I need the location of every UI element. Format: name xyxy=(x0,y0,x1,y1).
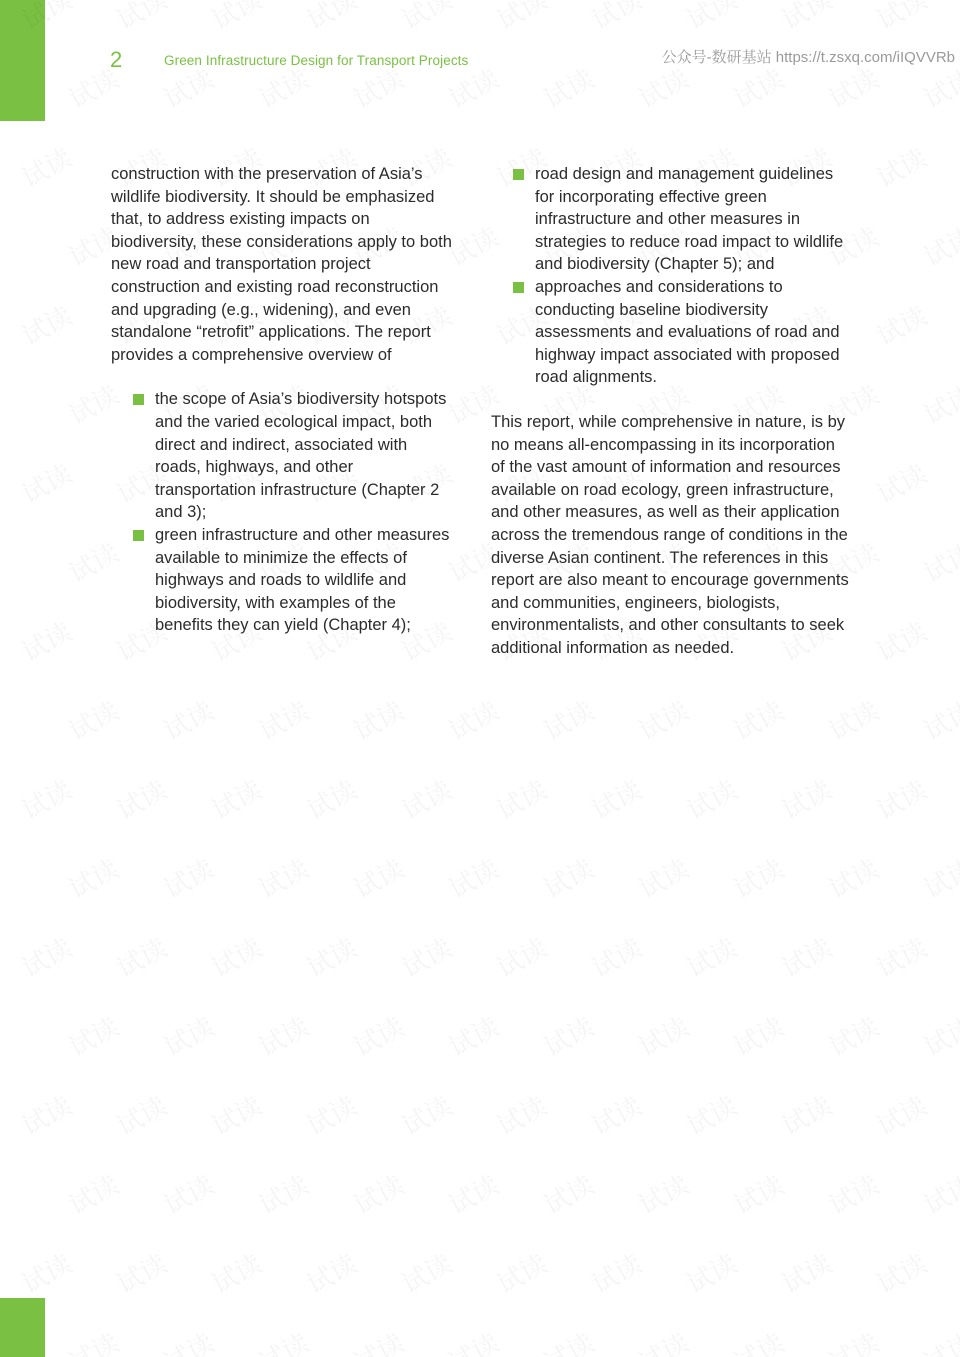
watermark-text xyxy=(251,1165,314,1222)
watermark-text xyxy=(774,1244,837,1301)
watermark-text xyxy=(726,849,789,906)
watermark-text xyxy=(726,59,789,116)
list-item xyxy=(535,276,853,389)
watermark-text xyxy=(726,1323,789,1357)
bullet-square-icon xyxy=(513,169,524,180)
watermark-text xyxy=(14,454,77,511)
watermark-text xyxy=(394,1244,457,1301)
watermark-text xyxy=(821,1007,884,1064)
list-item-text: green infrastructure and other measures available to minimize the effects of highways and roads to wildlife and biodiversity, with examples of the benefits they can yield (Chapter 4); xyxy=(155,525,450,635)
watermark-text xyxy=(394,1086,457,1143)
watermark-text xyxy=(299,0,362,37)
watermark-text xyxy=(774,1086,837,1143)
watermark-text xyxy=(679,770,742,827)
watermark-text xyxy=(536,849,599,906)
watermark-text xyxy=(821,849,884,906)
watermark-text xyxy=(346,849,409,906)
watermark-text xyxy=(109,1086,172,1143)
watermark-text xyxy=(156,1323,219,1357)
watermark-text xyxy=(14,296,77,353)
left-column xyxy=(111,163,456,637)
bullet-square-icon xyxy=(133,394,144,405)
watermark-text xyxy=(726,1165,789,1222)
intro-paragraph: construction with the preservation of Asia’s wildlife biodiversity. It should be emphasized that, to address existing impacts on biodiversity, these considerations apply to both new road and transportation project construction and existing road reconstruction and upgrading (e.g., widening), and even standalone “retrofit” applications. The report provides a comprehensive overview of xyxy=(111,165,452,364)
watermark-text xyxy=(584,0,647,37)
watermark-text xyxy=(109,928,172,985)
watermark-text xyxy=(61,1323,124,1357)
watermark-text xyxy=(489,0,552,37)
watermark-text xyxy=(679,0,742,37)
list-item xyxy=(535,163,853,276)
watermark-text xyxy=(299,928,362,985)
watermark-text xyxy=(204,928,267,985)
watermark-text xyxy=(109,1244,172,1301)
watermark-text xyxy=(251,849,314,906)
watermark-text xyxy=(774,0,837,37)
watermark-text xyxy=(631,1007,694,1064)
watermark-text xyxy=(346,1007,409,1064)
watermark-text xyxy=(774,770,837,827)
watermark-text xyxy=(774,928,837,985)
watermark-text xyxy=(441,849,504,906)
watermark-text xyxy=(394,0,457,37)
green-side-bar-bottom xyxy=(0,1298,45,1357)
watermark-text xyxy=(631,691,694,748)
left-bullet-list xyxy=(155,388,456,637)
watermark-text xyxy=(156,1165,219,1222)
watermark-text xyxy=(489,1244,552,1301)
watermark-text xyxy=(299,770,362,827)
watermark-text xyxy=(14,138,77,195)
watermark-text xyxy=(821,1165,884,1222)
list-item xyxy=(155,388,456,524)
watermark-text xyxy=(346,1323,409,1357)
watermark-text xyxy=(631,1323,694,1357)
right-bullet-list xyxy=(535,163,853,389)
watermark-text xyxy=(204,0,267,37)
watermark-text xyxy=(869,138,932,195)
page-number: 2 xyxy=(110,47,123,72)
list-item-text: the scope of Asia’s biodiversity hotspots and the varied ecological impact, both direct and indirect, associated with roads, highways, and other transportation infrastructure (Chapter 2 and 3); xyxy=(155,390,447,522)
watermark-text xyxy=(489,770,552,827)
watermark-text xyxy=(916,849,960,906)
watermark-text xyxy=(584,770,647,827)
watermark-text xyxy=(251,691,314,748)
watermark-text xyxy=(821,59,884,116)
watermark-text xyxy=(869,770,932,827)
watermark-text xyxy=(346,691,409,748)
watermark-text xyxy=(536,59,599,116)
watermark-text xyxy=(489,928,552,985)
watermark-text xyxy=(916,691,960,748)
watermark-text xyxy=(916,1323,960,1357)
watermark-text xyxy=(584,1086,647,1143)
watermark-text xyxy=(869,928,932,985)
watermark-text xyxy=(204,770,267,827)
watermark-text xyxy=(536,1165,599,1222)
watermark-text xyxy=(14,1244,77,1301)
watermark-text xyxy=(916,1007,960,1064)
watermark-text xyxy=(726,691,789,748)
watermark-text xyxy=(61,1165,124,1222)
watermark-text xyxy=(916,59,960,116)
watermark-text xyxy=(916,533,960,590)
watermark-text xyxy=(14,770,77,827)
watermark-text xyxy=(726,1007,789,1064)
watermark-text xyxy=(821,691,884,748)
watermark-text xyxy=(204,1244,267,1301)
watermark-text xyxy=(394,928,457,985)
source-note: 公众号-数研基站 https://t.zsxq.com/iIQVVRb xyxy=(661,49,955,66)
watermark-text xyxy=(821,1323,884,1357)
watermark-text xyxy=(441,1323,504,1357)
watermark-text xyxy=(14,1086,77,1143)
watermark-text xyxy=(14,928,77,985)
watermark-text xyxy=(869,1244,932,1301)
running-title: Green Infrastructure Design for Transport Projects xyxy=(164,53,469,68)
watermark-text xyxy=(61,849,124,906)
watermark-text xyxy=(916,375,960,432)
watermark-text xyxy=(631,1165,694,1222)
bullet-square-icon xyxy=(513,282,524,293)
watermark-text xyxy=(156,1007,219,1064)
list-item-text: approaches and considerations to conducting baseline biodiversity assessments and evaluations of road and highway impact associated with proposed road alignments. xyxy=(535,277,840,387)
watermark-text xyxy=(536,1007,599,1064)
watermark-text xyxy=(869,1086,932,1143)
watermark-text xyxy=(916,1165,960,1222)
watermark-text xyxy=(251,1007,314,1064)
list-item xyxy=(155,524,456,637)
bullet-square-icon xyxy=(133,530,144,541)
watermark-text xyxy=(536,691,599,748)
watermark-text xyxy=(109,0,172,37)
watermark-text xyxy=(204,1086,267,1143)
watermark-text xyxy=(869,0,932,37)
watermark-text xyxy=(584,1244,647,1301)
watermark-text xyxy=(631,849,694,906)
watermark-text xyxy=(299,1086,362,1143)
watermark-text xyxy=(299,1244,362,1301)
watermark-text xyxy=(489,1086,552,1143)
watermark-text xyxy=(156,691,219,748)
watermark-text xyxy=(346,1165,409,1222)
watermark-text xyxy=(679,1244,742,1301)
watermark-text xyxy=(631,59,694,116)
watermark-text xyxy=(441,1165,504,1222)
watermark-text xyxy=(441,691,504,748)
watermark-text xyxy=(109,770,172,827)
watermark-text xyxy=(584,928,647,985)
watermark-text xyxy=(251,1323,314,1357)
watermark-text xyxy=(869,612,932,669)
watermark-text xyxy=(916,217,960,274)
closing-paragraph: This report, while comprehensive in nature, is by no means all-encompassing in its incorporation of the vast amount of information and resources available on road ecology, green infrastructure, and other measures, as well as their application across the tremendous range of conditions in the diverse Asian continent. The references in this report are also meant to encourage governments and communities, engineers, biologists, environmentalists, and other consultants to seek additional information as needed. xyxy=(491,412,849,657)
list-item-text: road design and management guidelines for incorporating effective green infrastructure and other measures in strategies to reduce road impact to wildlife and biodiversity (Chapter 5); and xyxy=(535,165,844,274)
watermark-text xyxy=(679,1086,742,1143)
watermark-text xyxy=(869,296,932,353)
watermark-text xyxy=(156,849,219,906)
watermark-text xyxy=(869,454,932,511)
right-column xyxy=(491,163,853,659)
watermark-text xyxy=(14,612,77,669)
green-side-bar-top xyxy=(0,0,45,121)
watermark-text xyxy=(536,1323,599,1357)
watermark-text xyxy=(61,1007,124,1064)
watermark-text xyxy=(61,691,124,748)
watermark-text xyxy=(441,1007,504,1064)
watermark-text xyxy=(394,770,457,827)
watermark-text xyxy=(679,928,742,985)
